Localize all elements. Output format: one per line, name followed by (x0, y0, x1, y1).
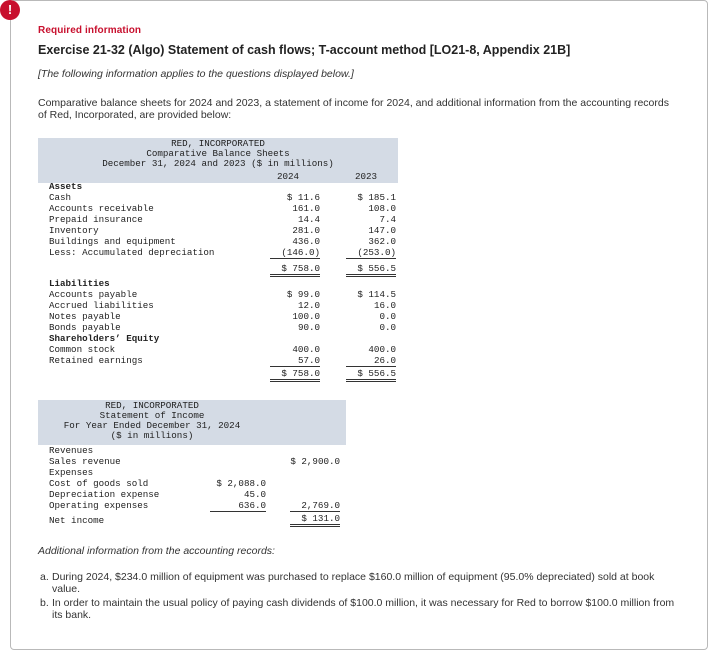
bs-liabilities-heading: Liabilities (49, 278, 110, 289)
bs-row-2024: 90.0 (297, 322, 320, 333)
is-net-income-value: $ 131.0 (290, 513, 340, 527)
additional-info-text: In order to maintain the usual policy of paying cash dividends of $100.0 million, it was necessary for Red to borrow $100.0 million from its bank. (52, 597, 675, 621)
bs-row-2023: 147.0 (368, 225, 396, 236)
is-company: RED, INCORPORATED (105, 400, 199, 411)
is-units: ($ in millions) (110, 430, 194, 441)
bs-row-2024: $ 11.6 (286, 192, 320, 203)
bs-row-2024: 281.0 (292, 225, 320, 236)
bs-row-label: Buildings and equipment (49, 236, 176, 247)
is-expenses-total: 2,769.0 (290, 500, 340, 512)
bs-row-2024: 161.0 (292, 203, 320, 214)
bs-row-2023: 26.0 (346, 355, 396, 367)
bs-company: RED, INCORPORATED (171, 138, 265, 149)
intro-text: Comparative balance sheets for 2024 and 2023, a statement of income for 2024, and additional information from the accounting records of Red, Incorporated, are provided below: (38, 97, 669, 121)
is-expense-label: Operating expenses (49, 500, 149, 511)
bs-row-2024: $ 99.0 (286, 289, 320, 300)
bs-assets-total-2024: $ 758.0 (270, 263, 320, 277)
bs-row-label: Retained earnings (49, 355, 143, 366)
bs-row-2023: 362.0 (368, 236, 396, 247)
bs-subtitle: December 31, 2024 and 2023 ($ in millions) (102, 158, 334, 169)
bs-col-2023: 2023 (354, 171, 378, 182)
bs-row-label: Common stock (49, 344, 116, 355)
bs-equity-heading: Shareholders’ Equity (49, 333, 160, 344)
bs-row-2024: 400.0 (292, 344, 320, 355)
bs-row-label: Inventory (49, 225, 99, 236)
bs-row-2024: 14.4 (297, 214, 320, 225)
is-subtitle: For Year Ended December 31, 2024 (63, 420, 241, 431)
bs-le-total-2023: $ 556.5 (346, 368, 396, 382)
additional-info-title: Additional information from the accounting records: (38, 545, 275, 557)
bs-row-2023: 0.0 (379, 311, 396, 322)
bs-row-2023: $ 114.5 (357, 289, 396, 300)
additional-info-marker: a. (40, 571, 49, 583)
additional-info-item (38, 597, 678, 621)
bs-row-2024: 12.0 (297, 300, 320, 311)
is-expense-label: Cost of goods sold (49, 478, 149, 489)
bs-row-2023: 400.0 (368, 344, 396, 355)
bs-row-label: Accounts receivable (49, 203, 154, 214)
is-revenues-heading: Revenues (49, 445, 94, 456)
is-sales-label: Sales revenue (49, 456, 121, 467)
bs-row-label: Prepaid insurance (49, 214, 143, 225)
is-expense-value: 45.0 (243, 489, 266, 500)
bs-row-2023: 0.0 (379, 322, 396, 333)
bs-row-2023: 16.0 (373, 300, 396, 311)
bs-row-label: Cash (49, 192, 72, 203)
alert-icon: ! (0, 0, 20, 20)
additional-info-text: During 2024, $234.0 million of equipment was purchased to replace $160.0 million of equipment (95.0% depreciated) sold at book value. (52, 571, 655, 595)
is-expense-label: Depreciation expense (49, 489, 160, 500)
exercise-note: [The following information applies to the questions displayed below.] (38, 68, 354, 80)
bs-title: Comparative Balance Sheets (146, 148, 290, 159)
bs-row-2024: 436.0 (292, 236, 320, 247)
bs-row-2023: (253.0) (346, 247, 396, 259)
bs-row-2023: 108.0 (368, 203, 396, 214)
additional-info-marker: b. (40, 597, 49, 609)
exercise-title: Exercise 21-32 (Algo) Statement of cash flows; T-account method [LO21-8, Appendix 21B] (38, 43, 571, 57)
bs-row-2024: 57.0 (270, 355, 320, 367)
is-sales-value: $ 2,900.0 (290, 456, 340, 467)
bs-row-label: Accounts payable (49, 289, 138, 300)
bs-row-label: Accrued liabilities (49, 300, 154, 311)
bs-col-2024: 2024 (276, 171, 300, 182)
bs-assets-total-2023: $ 556.5 (346, 263, 396, 277)
is-expense-value: $ 2,088.0 (216, 478, 266, 489)
additional-info-list (38, 571, 678, 623)
income-statement-header (38, 400, 346, 445)
is-expense-value: 636.0 (210, 500, 266, 512)
bs-row-label: Less: Accumulated depreciation (49, 247, 215, 258)
is-title: Statement of Income (99, 410, 205, 421)
bs-row-label: Notes payable (49, 311, 121, 322)
bs-row-2024: 100.0 (292, 311, 320, 322)
bs-assets-heading: Assets (49, 181, 83, 192)
additional-info-item (38, 571, 678, 595)
bs-row-label: Bonds payable (49, 322, 121, 333)
bs-row-2023: 7.4 (379, 214, 396, 225)
is-expenses-heading: Expenses (49, 467, 94, 478)
bs-le-total-2024: $ 758.0 (270, 368, 320, 382)
required-info-label: Required information (38, 25, 142, 36)
is-net-income-label: Net income (49, 515, 105, 526)
bs-row-2023: $ 185.1 (357, 192, 396, 203)
bs-row-2024: (146.0) (270, 247, 320, 259)
